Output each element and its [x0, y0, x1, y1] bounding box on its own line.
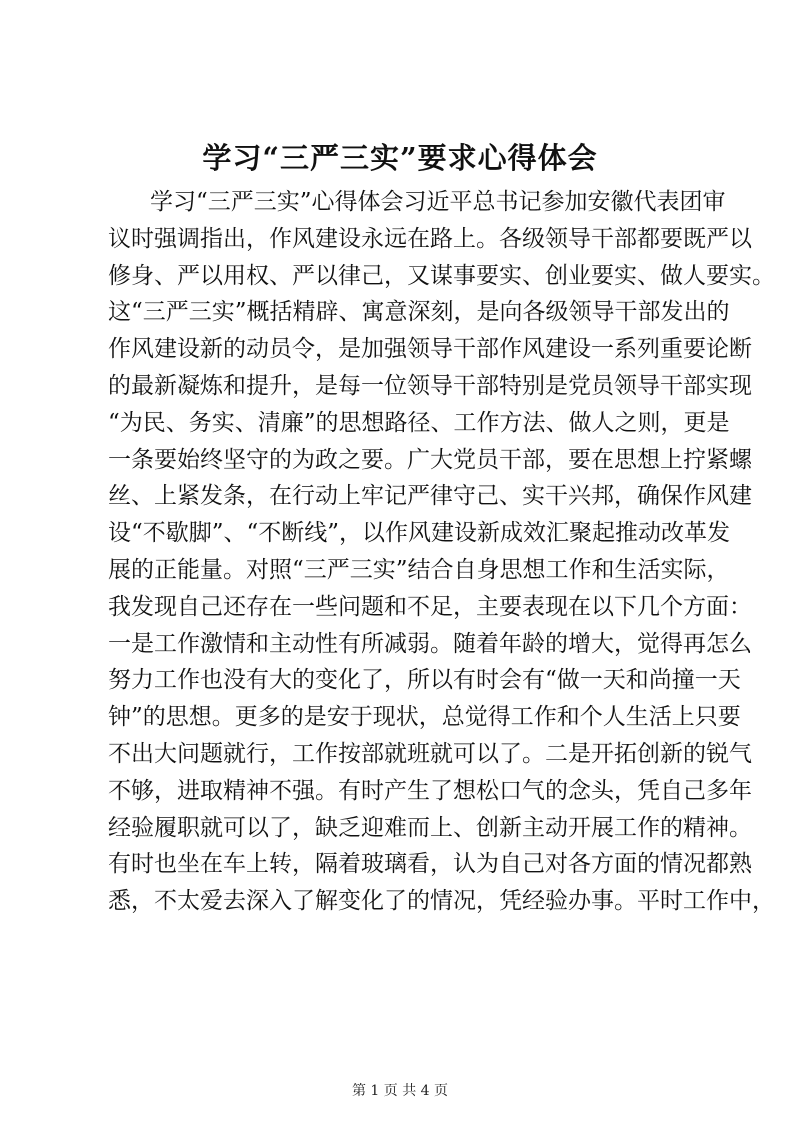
text-line: 悉，不太爱去深入了解变化了的情况，凭经验办事。平时工作中，: [108, 888, 775, 915]
text-line: 的最新凝炼和提升，是每一位领导干部特别是党员领导干部实现: [108, 372, 752, 399]
document-title: 学习“三严三实”要求心得体会: [202, 141, 598, 175]
text-line: 学习“三严三实”心得体会习近平总书记参加安徽代表团审: [150, 189, 726, 215]
text-line: 不够，进取精神不强。有时产生了想松口气的念头，凭自己多年: [108, 777, 752, 804]
text-line: 议时强调指出，作风建设永远在路上。各级领导干部都要既严以: [108, 225, 752, 252]
text-line: 有时也坐在车上转，隔着玻璃看，认为自己对各方面的情况都熟: [108, 851, 752, 878]
text-line: 一条要始终坚守的为政之要。广大党员干部，要在思想上拧紧螺: [108, 446, 752, 473]
text-line: 这“三严三实”概括精辟、寓意深刻，是向各级领导干部发出的: [108, 299, 730, 326]
text-line: 不出大问题就行，工作按部就班就可以了。二是开拓创新的锐气: [108, 740, 752, 767]
text-line: 我发现自己还存在一些问题和不足，主要表现在以下几个方面：: [108, 593, 752, 620]
document-body: [108, 184, 775, 920]
text-line: 钟”的思想。更多的是安于现状，总觉得工作和个人生活上只要: [108, 704, 741, 731]
text-line: 经验履职就可以了，缺乏迎难而上、创新主动开展工作的精神。: [108, 814, 752, 841]
text-line: “为民、务实、清廉”的思想路径、工作方法、做人之则，更是: [108, 409, 730, 436]
text-line: 展的正能量。对照“三严三实”结合自身思想工作和生活实际，: [108, 556, 730, 583]
text-line: 设“不歇脚”、“不断线”，以作风建设新成效汇聚起推动改革发: [108, 520, 731, 547]
text-line: 努力工作也没有大的变化了，所以有时会有“做一天和尚撞一天: [108, 667, 741, 694]
text-line: 修身、严以用权、严以律己，又谋事要实、创业要实、做人要实。: [108, 262, 775, 289]
text-line: 作风建设新的动员令，是加强领导干部作风建设一系列重要论断: [108, 336, 752, 363]
text-line: 一是工作激情和主动性有所减弱。随着年龄的增大，觉得再怎么: [108, 630, 752, 657]
page-number-footer: 第 1 页 共 4 页: [351, 1083, 449, 1099]
text-line: 丝、上紧发条，在行动上牢记严律守己、实干兴邦，确保作风建: [108, 483, 752, 510]
